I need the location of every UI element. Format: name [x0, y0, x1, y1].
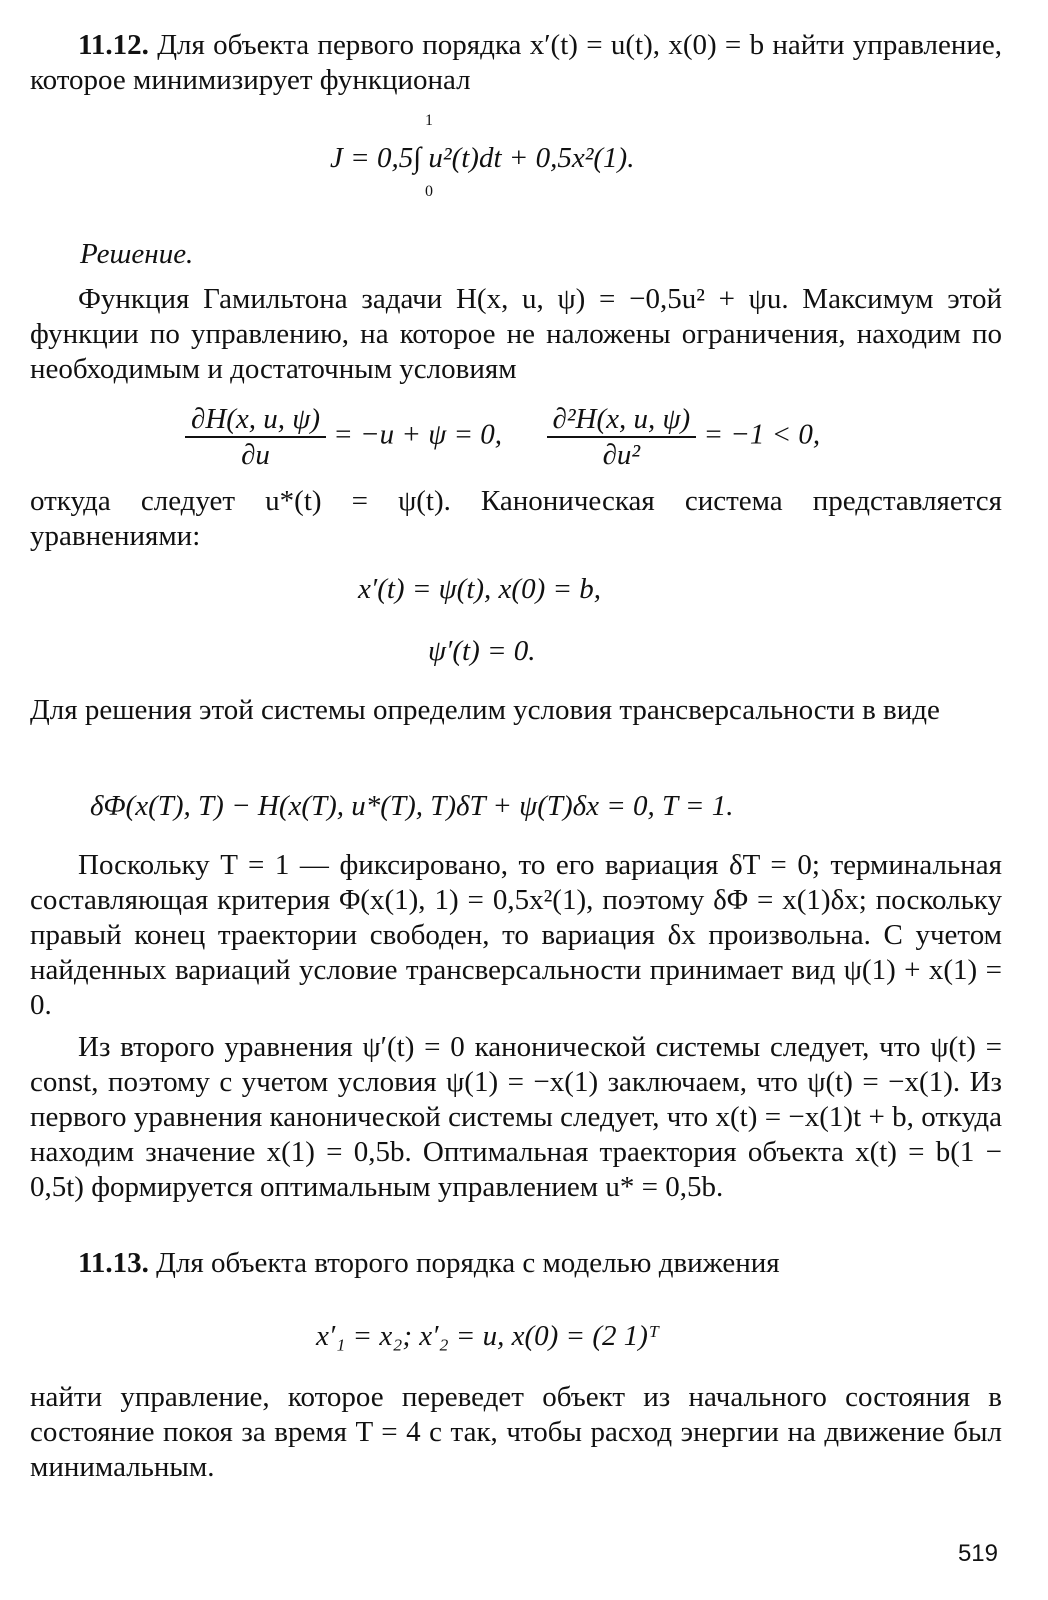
- transversality-formula: δΦ(x(T), T) − H(x(T), u*(T), T)δT + ψ(T)δx = 0, T = 1.: [90, 790, 734, 822]
- optimality-conditions: $\frac{\partial H(x, u, \psi)}{\partial u}$ = −u + ψ = 0, $\frac{\text{∂²H(x, u, ψ)}}{\text{∂u²}}$ = −1 < 0,: [185, 402, 820, 472]
- integral-lower-limit: 0: [425, 183, 433, 200]
- paragraph-second-equation: Из второго уравнения ψ′(t) = 0 канонической системы следует, что ψ(t) = const, поэтому с учетом условия ψ(1) = −x(1) заключаем, что ψ(t) = −x(1). Из первого уравнения канонической системы следует, что x(t) = −x(1)t + b, откуда находим значение x(1) = 0,5b. Оптимальная траектория объекта x(t) = b(1 − 0,5t) формируется оптимальным управлением u* = 0,5b.: [30, 1031, 1002, 1203]
- page-number: 519: [957, 1540, 998, 1567]
- canonical-equation-2: ψ′(t) = 0.: [428, 635, 536, 667]
- problem-statement: Для объекта второго порядка с моделью движения: [156, 1247, 780, 1279]
- model-formula: x′₁ = x₂; x′₂ = u, x(0) = (2 1)ᵀ: [316, 1320, 660, 1352]
- fraction-dh-du: $\frac{\partial H(x, u, \psi)}{\partial u}$: [185, 402, 326, 472]
- problem-11-12-paragraph: [30, 28, 1002, 98]
- problem-11-13-paragraph: [30, 1246, 1002, 1281]
- paragraph-final: найти управление, которое переведет объект из начального состояния в состояние покоя за время T = 4 с так, чтобы расход энергии на движение был минимальным.: [30, 1381, 1002, 1483]
- paragraph-since: Поскольку T = 1 — фиксировано, то его вариация δT = 0; терминальная составляющая критерия Φ(x(1), 1) = 0,5x²(1), поэтому δΦ = x(1)δx; поскольку правый конец траектории свободен, то вариация δx произвольна. С учетом найденных вариаций условие трансверсальности принимает вид ψ(1) + x(1) = 0.: [30, 849, 1002, 1021]
- problem-number: 11.13.: [78, 1247, 149, 1279]
- solution-heading: Решение.: [80, 238, 194, 270]
- integral-upper-limit: 1: [425, 112, 433, 129]
- paragraph-hamilton: Функция Гамильтона задачи H(x, u, ψ) = −0,5u² + ψu. Максимум этой функции по управлению, на которое не наложены ограничения, находим по необходимым и достаточным условиям: [30, 283, 1002, 385]
- problem-number: 11.12.: [78, 29, 149, 61]
- fraction-d2h-du2: $\frac{\text{∂²H(x, u, ψ)}}{\text{∂u²}}$: [547, 402, 697, 472]
- canonical-equation-1: x′(t) = ψ(t), x(0) = b,: [358, 573, 602, 605]
- functional-formula: J = 0,5∫ u²(t)dt + 0,5x²(1).: [330, 142, 635, 174]
- paragraph-canonical: откуда следует u*(t) = ψ(t). Каноническая система представляется уравнениями:: [30, 485, 1002, 552]
- problem-statement: Для объекта первого порядка x′(t) = u(t), x(0) = b найти управление, которое минимизирует функционал: [30, 29, 1003, 96]
- paragraph-transversality: Для решения этой системы определим условия трансверсальности в виде: [30, 694, 940, 726]
